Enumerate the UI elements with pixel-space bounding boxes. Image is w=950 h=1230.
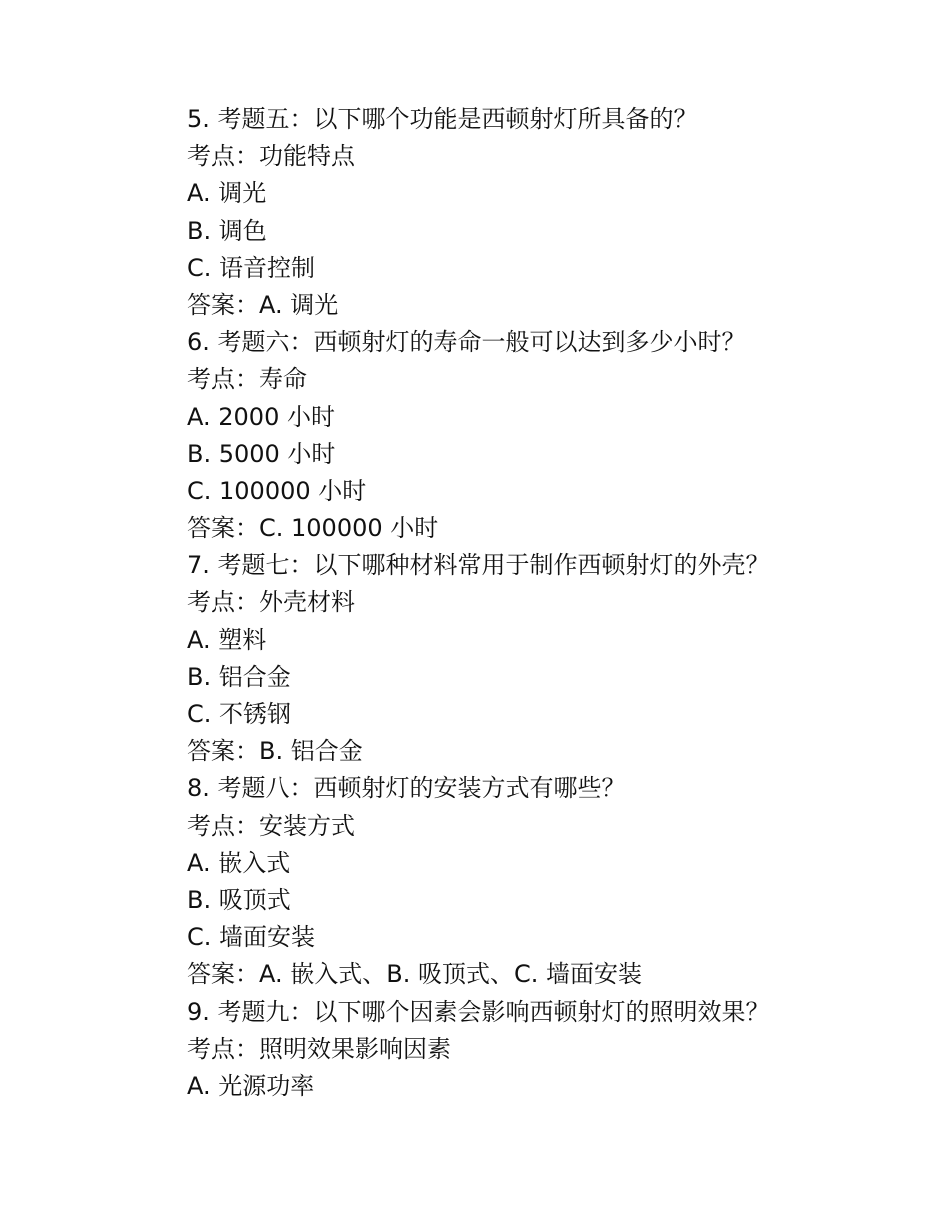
option: C. 墙面安装	[187, 923, 316, 952]
exam-point: 考点：安装方式	[187, 811, 355, 840]
option: B. 吸顶式	[187, 885, 291, 914]
question-title: 7. 考题七：以下哪种材料常用于制作西顿射灯的外壳？	[187, 551, 770, 580]
question-title: 8. 考题八：西顿射灯的安装方式有哪些？	[187, 774, 626, 803]
option: C. 语音控制	[187, 253, 316, 282]
answer: 答案：C. 100000 小时	[187, 514, 439, 543]
option: B. 铝合金	[187, 662, 291, 691]
answer: 答案：A. 嵌入式、B. 吸顶式、C. 墙面安装	[187, 960, 642, 989]
answer: 答案：B. 铝合金	[187, 737, 363, 766]
document-body	[187, 101, 887, 1105]
answer: 答案：A. 调光	[187, 290, 339, 319]
option: A. 2000 小时	[187, 402, 335, 431]
exam-point: 考点：功能特点	[187, 142, 355, 171]
option: A. 调光	[187, 179, 267, 208]
option: A. 光源功率	[187, 1071, 315, 1100]
option: B. 5000 小时	[187, 439, 336, 468]
question-title: 6. 考题六：西顿射灯的寿命一般可以达到多少小时？	[187, 328, 746, 357]
option: C. 100000 小时	[187, 476, 367, 505]
option: A. 塑料	[187, 625, 267, 654]
exam-point: 考点：照明效果影响因素	[187, 1034, 451, 1063]
option: A. 嵌入式	[187, 848, 291, 877]
exam-point: 考点：外壳材料	[187, 588, 355, 617]
question-title: 5. 考题五：以下哪个功能是西顿射灯所具备的？	[187, 105, 698, 133]
question-title: 9. 考题九：以下哪个因素会影响西顿射灯的照明效果？	[187, 997, 770, 1026]
exam-point: 考点：寿命	[187, 365, 307, 394]
option: B. 调色	[187, 216, 267, 245]
option: C. 不锈钢	[187, 700, 292, 728]
